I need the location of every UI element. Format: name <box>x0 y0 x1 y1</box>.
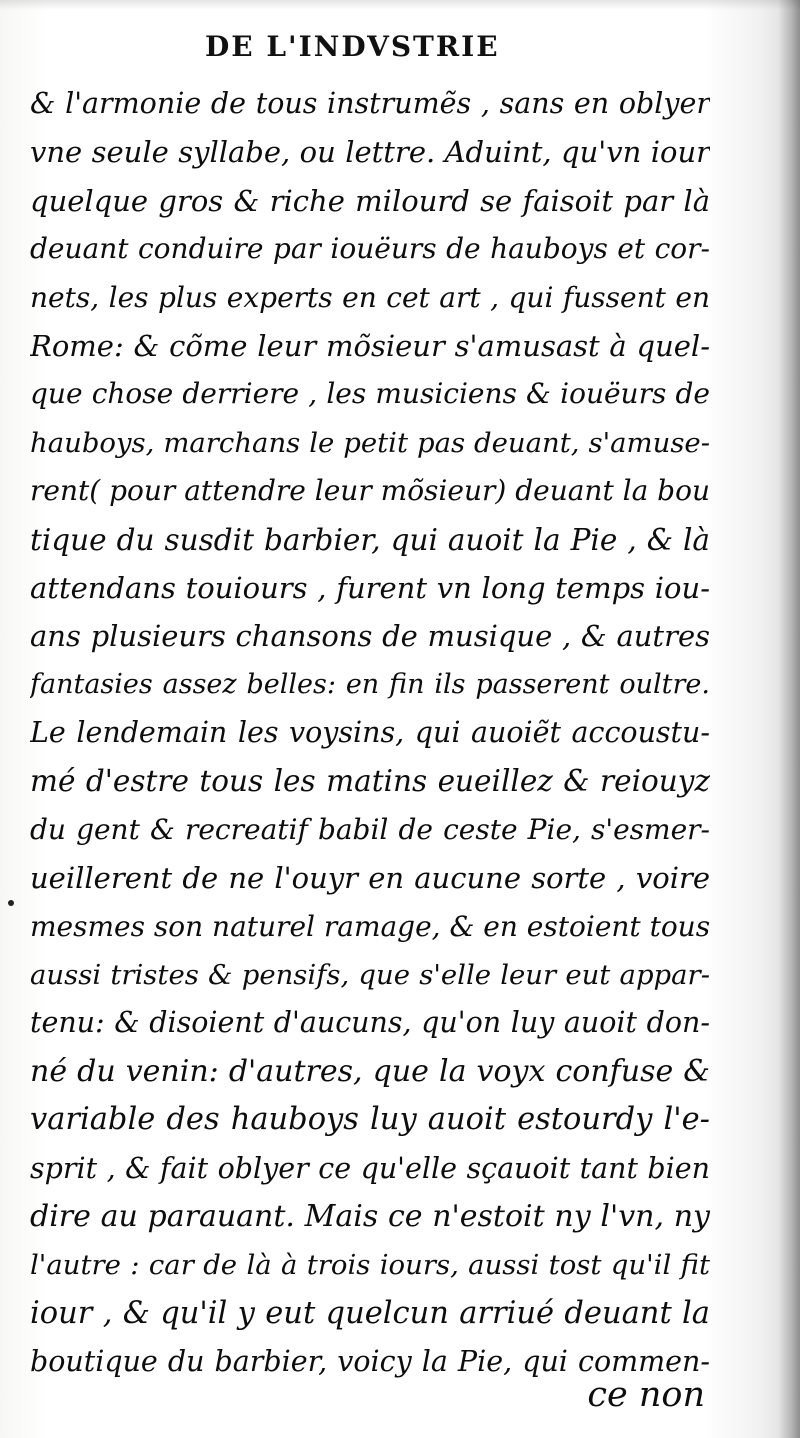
text-line: aussi tristes & pensifs, que s'elle leur eut appar- <box>30 959 710 992</box>
text-line: fantasies assez belles: en fin ils passerent oultre. <box>30 668 710 700</box>
page-binding-shadow <box>778 0 800 1438</box>
text-line: & l'armonie de tous instrumẽs , sans en oblyer <box>30 87 710 120</box>
text-line: mesmes son naturel ramage, & en estoient tous <box>30 909 710 943</box>
text-line: iour , & qu'il y eut quelcun arriué deuant la <box>30 1295 710 1331</box>
text-line: variable des hauboys luy auoit estourdy l'e- <box>30 1102 710 1138</box>
running-head: DE L'INDVSTRIE <box>205 30 500 63</box>
page-top-shadow <box>0 0 800 10</box>
text-line: Le lendemain les voysins, qui auoiẽt accoustu- <box>30 716 710 750</box>
text-line: nets, les plus experts en cet art , qui fussent en <box>30 280 710 314</box>
text-line: boutique du barbier, voicy la Pie, qui commen- <box>30 1345 710 1379</box>
text-line: tenu: & disoient d'aucuns, qu'on luy auoit don- <box>30 1006 710 1040</box>
text-line: rent( pour attendre leur mõsieur) deuant la bou <box>30 474 710 508</box>
margin-ink-mark <box>8 900 14 906</box>
text-line: ans plusieurs chansons de musique , & autres <box>30 619 710 654</box>
text-line: ueillerent de ne l'ouyr en aucune sorte , voire <box>30 861 710 896</box>
text-line: né du venin: d'autres, que la voyx confuse & <box>30 1053 710 1089</box>
catchword: ce non <box>587 1375 705 1415</box>
text-line: hauboys, marchans le petit pas deuant, s'amuse- <box>30 426 710 459</box>
text-line: vne seule syllabe, ou lettre. Aduint, qu'vn iour <box>30 135 710 170</box>
text-line: dire au parauant. Mais ce n'estoit ny l'vn, ny <box>30 1198 710 1234</box>
text-line: l'autre : car de là à trois iours, aussi tost qu'il fit <box>30 1249 710 1282</box>
text-line: attendans touiours , furent vn long temps iou- <box>30 570 710 605</box>
text-line: sprit , & fait oblyer ce qu'elle sçauoit tant bien <box>30 1151 710 1185</box>
body-text <box>30 80 710 1387</box>
text-line: mé d'estre tous les matins eueillez & reiouyz <box>30 764 710 799</box>
text-line: que chose derriere , les musiciens & iouëurs de <box>30 377 710 411</box>
text-line: Rome: & cõme leur mõsieur s'amusast à quel- <box>30 328 710 363</box>
text-line: tique du susdit barbier, qui auoit la Pie , & là <box>30 522 710 557</box>
text-line: deuant conduire par iouëurs de hauboys et cor- <box>30 232 710 266</box>
text-line: du gent & recreatif babil de ceste Pie, s'esmer- <box>30 812 710 846</box>
text-line: quelque gros & riche milourd se faisoit par là <box>30 183 710 218</box>
